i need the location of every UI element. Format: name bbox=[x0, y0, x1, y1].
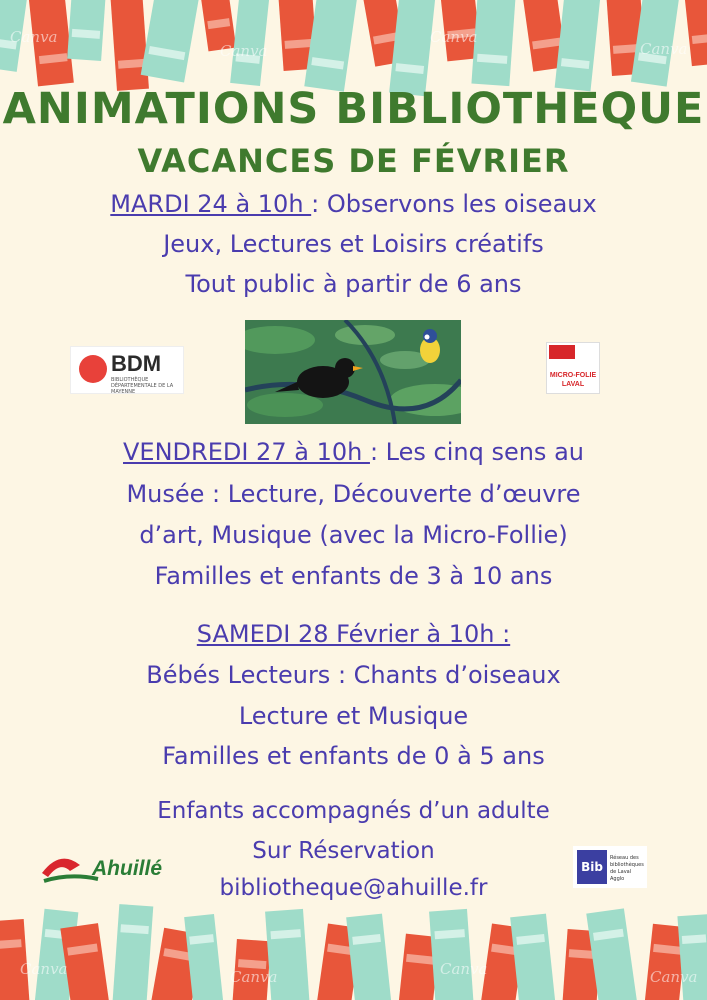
book-spine-band bbox=[477, 54, 508, 64]
event3-line3: Lecture et Musique bbox=[238, 702, 469, 730]
book-spine bbox=[555, 0, 601, 91]
book-spine-band bbox=[352, 934, 381, 945]
canva-watermark: Canva bbox=[20, 960, 68, 978]
poster-subtitle: VACANCES DE FÉVRIER bbox=[137, 142, 570, 180]
event2-audience: Familles et enfants de 3 à 10 ans bbox=[154, 562, 553, 590]
micro-folie-text bbox=[547, 371, 599, 389]
book-spine bbox=[510, 914, 556, 1000]
birds-illustration bbox=[245, 320, 461, 424]
event3-title: Bébés Lecteurs : Chants d’oiseaux bbox=[146, 661, 561, 689]
event3-heading bbox=[0, 620, 707, 648]
bdm-logo-subtext: BIBLIOTHÈQUE DÉPARTEMENTALE DE LA MAYENNE bbox=[111, 377, 174, 395]
bdm-circle-icon bbox=[79, 355, 107, 383]
reseau-mark-icon: Bib bbox=[577, 850, 607, 884]
footer-accompanied: Enfants accompagnés d’un adulte bbox=[157, 798, 550, 824]
event3-audience: Familles et enfants de 0 à 5 ans bbox=[162, 742, 545, 770]
ahuille-logo bbox=[40, 843, 177, 889]
book-spine bbox=[67, 0, 106, 61]
micro-folie-line2: LAVAL bbox=[561, 381, 585, 388]
book-spine bbox=[677, 914, 707, 1000]
ahuille-swoosh-icon bbox=[40, 843, 100, 889]
book-spine-band bbox=[395, 63, 424, 74]
book-spine-band bbox=[285, 39, 313, 49]
bdm-logo-text: BDM bbox=[111, 351, 162, 376]
canva-watermark: Canva bbox=[440, 960, 488, 978]
book-spine-band bbox=[532, 38, 560, 50]
reseau-logo-text: Réseau des bibliothèques de Laval Agglo bbox=[610, 855, 644, 882]
event2-title: : Les cinq sens au bbox=[369, 438, 584, 466]
book-spine-band bbox=[149, 46, 185, 60]
event2-line3: d’art, Musique (avec la Micro-Follie) bbox=[139, 521, 568, 549]
event2-line2: Musée : Lecture, Découverte d’œuvre bbox=[126, 480, 581, 508]
canva-watermark: Canva bbox=[220, 42, 268, 60]
book-spine-band bbox=[72, 29, 100, 39]
canva-watermark: Canva bbox=[650, 968, 698, 986]
book-spine bbox=[346, 914, 392, 1000]
book-spine-band bbox=[207, 18, 230, 29]
event3-date: SAMEDI 28 Février à 10h : bbox=[196, 620, 511, 648]
footer-email[interactable]: bibliotheque@ahuille.fr bbox=[219, 875, 488, 901]
book-spine-band bbox=[653, 944, 681, 955]
ahuille-logo-text: Ahuillé bbox=[92, 857, 163, 880]
event1-title: : Observons les oiseaux bbox=[311, 190, 597, 218]
book-spine bbox=[429, 909, 474, 1000]
book-spine-band bbox=[38, 53, 67, 64]
event1-activities: Jeux, Lectures et Loisirs créatifs bbox=[163, 230, 544, 258]
birds-illustration-svg bbox=[245, 320, 461, 424]
canva-watermark: Canva bbox=[640, 40, 688, 58]
book-spine-band bbox=[118, 59, 144, 69]
event2-heading bbox=[0, 438, 707, 466]
book-spine-band bbox=[682, 934, 706, 944]
book-spine-band bbox=[121, 924, 149, 934]
micro-folie-logo bbox=[546, 342, 600, 394]
event1-heading bbox=[0, 190, 707, 218]
book-spine-band bbox=[434, 929, 465, 939]
book-spine-band bbox=[406, 954, 434, 965]
poster-title: ANIMATIONS BIBLIOTHEQUE bbox=[2, 84, 705, 134]
book-spine bbox=[112, 904, 153, 1000]
book-spine-band bbox=[561, 58, 590, 69]
book-spine-band bbox=[189, 934, 214, 944]
micro-folie-mark-icon bbox=[549, 345, 575, 359]
book-spine bbox=[684, 0, 707, 66]
event2-date: VENDREDI 27 à 10h bbox=[123, 438, 370, 466]
footer-reservation: Sur Réservation bbox=[252, 838, 435, 864]
event1-audience: Tout public à partir de 6 ans bbox=[185, 270, 522, 298]
book-spines-bottom bbox=[0, 890, 707, 1000]
book-spine bbox=[471, 0, 516, 86]
canva-watermark: Canva bbox=[430, 28, 478, 46]
book-spine-band bbox=[516, 934, 545, 945]
book-spine-band bbox=[0, 939, 22, 949]
book-spine-band bbox=[67, 944, 98, 956]
book-spine-band bbox=[593, 929, 624, 941]
book-spine-band bbox=[311, 57, 344, 69]
canva-watermark: Canva bbox=[10, 28, 58, 46]
bdm-logo bbox=[70, 346, 184, 394]
reseau-bibliotheques-logo bbox=[573, 846, 647, 888]
event1-date: MARDI 24 à 10h bbox=[110, 190, 312, 218]
book-spine bbox=[141, 0, 200, 82]
book-spine-band bbox=[692, 33, 707, 43]
book-spine bbox=[110, 0, 149, 91]
book-spine bbox=[265, 909, 310, 1000]
book-spine-band bbox=[270, 929, 301, 939]
micro-folie-line1: MICRO-FOLIE bbox=[549, 372, 597, 379]
canva-watermark: Canva bbox=[230, 968, 278, 986]
